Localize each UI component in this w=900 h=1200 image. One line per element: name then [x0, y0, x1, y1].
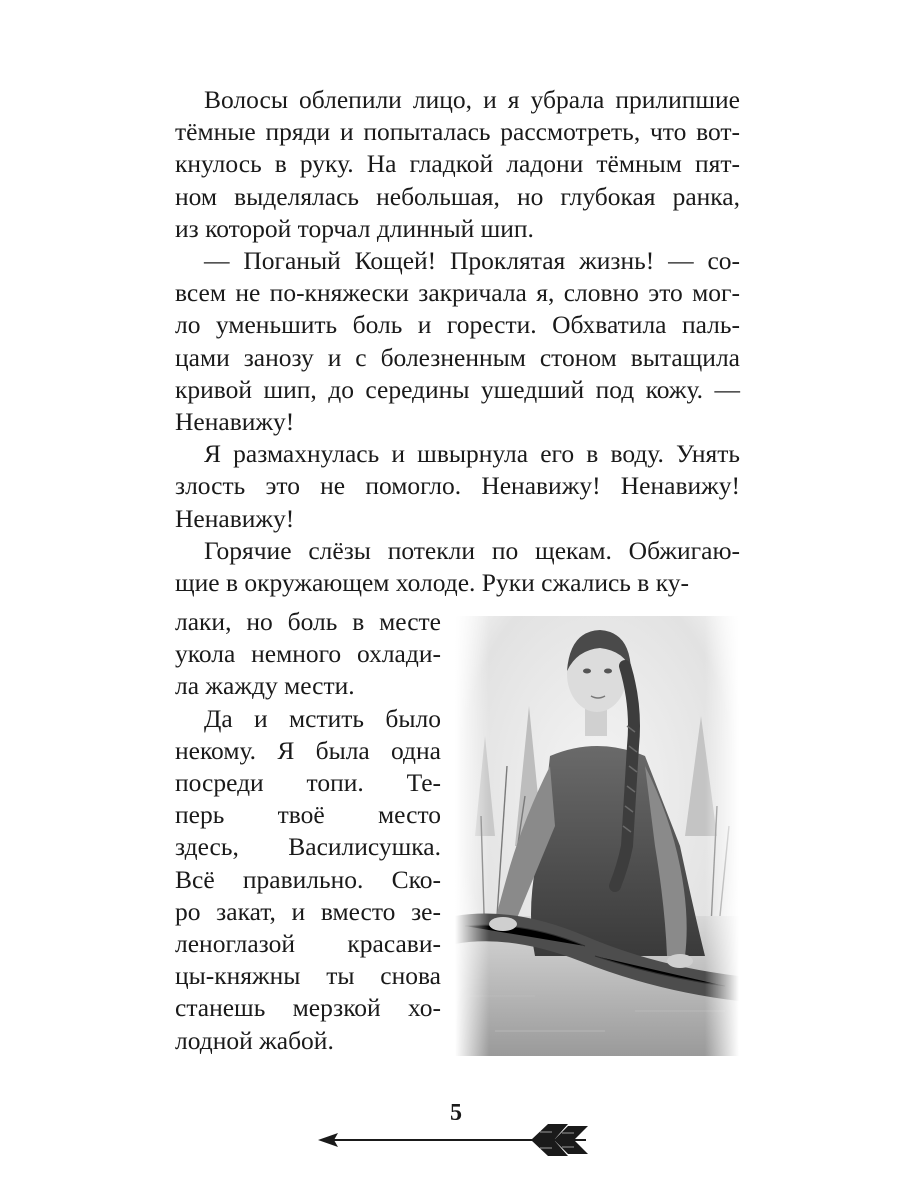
text-line: ла жажду мести.: [175, 671, 355, 701]
text-line: из которой торчал длинный шип.: [175, 213, 534, 243]
paragraph: [175, 84, 740, 245]
text-line: лаки, но боль в месте: [175, 607, 441, 636]
arrow-ornament-icon: [316, 1120, 596, 1160]
text-line: некому. Я была одна: [175, 735, 441, 765]
paragraph: [175, 703, 441, 1057]
text-line: тёмные пряди и попыталась рассмотреть, что вот-: [175, 117, 740, 147]
text-line: Я размахнулась и швырнула его в воду. Унять: [204, 439, 740, 469]
text-line: перь твоё место: [175, 800, 441, 830]
text-line: Да и мстить было: [204, 703, 441, 733]
text-line: лодной жабой.: [175, 1025, 334, 1055]
text-line: цы-княжны ты снова: [175, 961, 441, 991]
text-line: всем не по-княжески закричала я, словно это мог-: [175, 278, 740, 308]
body-text-beside-illustration: [175, 606, 441, 1057]
paragraph: [175, 245, 740, 438]
text-line: цами занозу и с болезненным стоном вытащила: [175, 342, 740, 372]
text-line: ло уменьшить боль и горести. Обхватила паль-: [175, 310, 740, 340]
text-line: леноглазой красави-: [175, 929, 441, 959]
body-text-top: [175, 84, 740, 599]
text-line: здесь, Василисушка.: [175, 832, 441, 862]
text-line: Горячие слёзы потекли по щекам. Обжигаю-: [204, 535, 740, 565]
text-line: Волосы облепили лицо, и я убрала прилипшие: [204, 85, 740, 114]
text-line: ном выделялась небольшая, но глубокая ранка,: [175, 181, 740, 211]
paragraph: [175, 438, 740, 535]
page-number: 5: [450, 1100, 462, 1126]
text-line: станешь мерзкой хо-: [175, 993, 441, 1023]
text-line: Всё правильно. Ско-: [175, 864, 441, 894]
text-line: — Поганый Кощей! Проклятая жизнь! — со-: [204, 246, 740, 276]
text-line: посреди топи. Те-: [175, 768, 441, 798]
text-line: щие в окружающем холоде. Руки сжались в ку-: [175, 568, 689, 598]
text-line: злость это не помогло. Ненавижу! Ненавижу!: [175, 471, 740, 501]
text-line: ро закат, и вместо зе-: [175, 896, 441, 926]
text-line: Ненавижу!: [175, 503, 295, 533]
girl-in-swamp-illustration: [455, 616, 739, 1056]
text-line: укола немного охлади-: [175, 639, 441, 669]
paragraph: [175, 535, 740, 599]
paragraph: [175, 606, 441, 703]
text-line: кнулось в руку. На гладкой ладони тёмным пят-: [175, 149, 740, 179]
text-line: кривой шип, до середины ушедший под кожу. —: [175, 374, 740, 404]
text-line: Ненавижу!: [175, 407, 295, 437]
